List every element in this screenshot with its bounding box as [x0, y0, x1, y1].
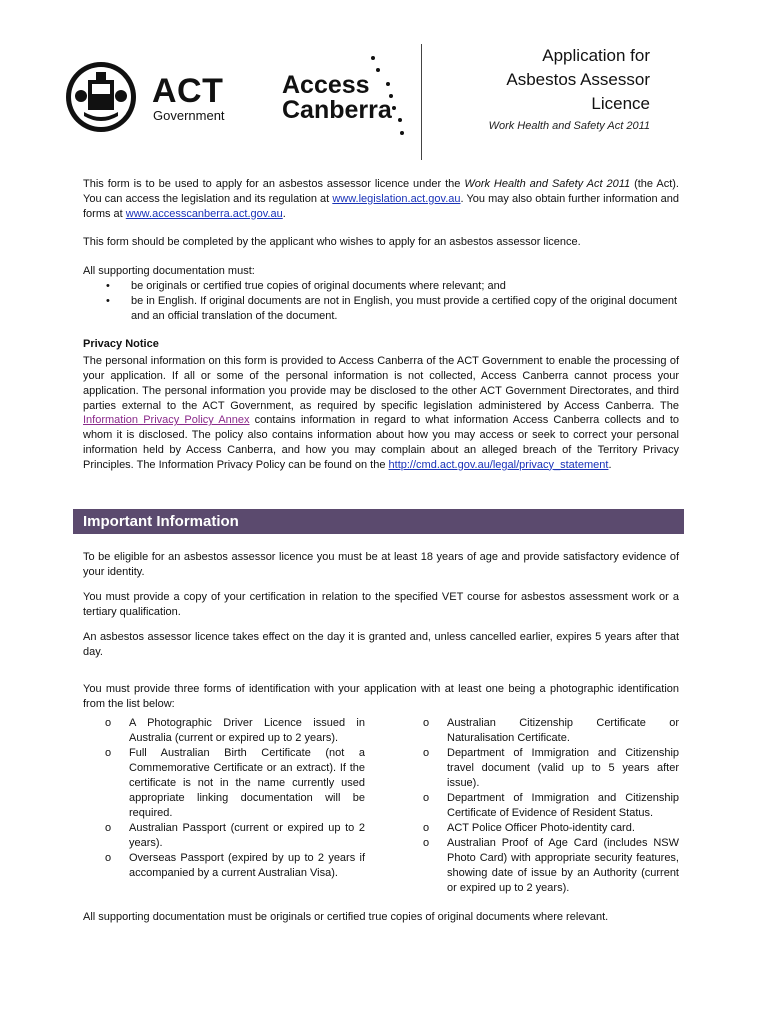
list-item-text: Department of Immigration and Citizenship travel document (valid up to 5 years after issue).: [447, 747, 679, 789]
identification-list-left: [83, 716, 365, 881]
circle-bullet-icon: o: [423, 837, 430, 849]
privacy-heading: Privacy Notice: [83, 338, 159, 351]
circle-bullet-icon: o: [423, 792, 430, 804]
list-item-text: Department of Immigration and Citizenship Certificate of Evidence of Resident Status.: [447, 792, 679, 819]
list-item: [83, 851, 365, 881]
list-item-text: Australian Passport (current or expired up to 2 years).: [129, 822, 365, 849]
intro-paragraph-3: All supporting documentation must:: [83, 265, 255, 278]
intro-text: This form is to be used to apply for an asbestos assessor licence under the: [83, 178, 465, 190]
circle-bullet-icon: o: [423, 747, 430, 759]
circle-bullet-icon: o: [105, 717, 112, 729]
list-item: [401, 716, 679, 746]
list-item-text: Australian Citizenship Certificate or Naturalisation Certificate.: [447, 717, 679, 744]
list-item-text: Full Australian Birth Certificate (not a Commemorative Certificate or an extract). If the certificate is not in the name currently used appropriate linking documentation will be required.: [129, 747, 365, 819]
privacy-annex-link[interactable]: Information Privacy Policy Annex: [83, 414, 250, 427]
list-item: [83, 279, 679, 294]
list-item: [83, 716, 365, 746]
access-canberra-link[interactable]: www.accesscanberra.act.gov.au: [125, 207, 283, 220]
intro-text: .: [282, 207, 286, 220]
act-logo-text: ACT: [152, 72, 224, 110]
circle-bullet-icon: o: [105, 852, 112, 864]
final-note: All supporting documentation must be originals or certified true copies of original documents where relevant.: [83, 911, 609, 923]
act-logo-subtext: Government: [153, 108, 225, 123]
header-divider: [421, 44, 422, 160]
list-item-text: A Photographic Driver Licence issued in Australia (current or expired up to 2 years).: [129, 717, 365, 744]
important-paragraph-2: You must provide a copy of your certification in relation to the specified VET course for asbestos assessment work or a tertiary qualification.: [83, 591, 679, 618]
page-subtitle: Work Health and Safety Act 2011: [488, 120, 650, 132]
intro-text: . You may also obtain further information and forms at: [83, 192, 679, 220]
privacy-text: contains information in regard to what information Access Canberra collects and to whom it is disclosed. The policy also contains information about how you may access or seek to correct your personal information held by Access Canberra, and how you may complain about an alleged breach of the Territory Privacy Principles. The Information Privacy Policy can be found on the: [83, 414, 679, 471]
important-paragraph-3: An asbestos assessor licence takes effect on the day it is granted and, unless cancelled earlier, expires 5 years after that day.: [83, 631, 679, 658]
act-crest-icon: [64, 60, 138, 134]
list-item-text: be originals or certified true copies of original documents where relevant; and: [131, 279, 506, 292]
page-title-line1: Application for: [542, 46, 650, 65]
intro-paragraph-1: [83, 177, 679, 221]
access-logo-line1: Access: [282, 71, 370, 99]
privacy-statement-link[interactable]: http://cmd.act.gov.au/legal/privacy_statement: [388, 458, 609, 471]
list-item-text: Australian Proof of Age Card (includes NSW Photo Card) with appropriate security features, showing date of issue by an Authority (current or expired up to 2 years).: [447, 837, 679, 894]
circle-bullet-icon: o: [423, 822, 430, 834]
list-item: [401, 746, 679, 791]
access-canberra-logo: [278, 50, 428, 160]
legislation-link[interactable]: www.legislation.act.gov.au: [332, 192, 461, 205]
important-information-heading: Important Information: [73, 509, 684, 534]
important-paragraph-4: You must provide three forms of identification with your application with at least one being a photographic identification from the list below:: [83, 683, 679, 710]
page-title-line3: Licence: [591, 94, 650, 113]
list-item-text: Overseas Passport (expired by up to 2 years if accompanied by a current Australian Visa).: [129, 852, 365, 879]
act-government-logo: [64, 60, 234, 138]
list-item: [83, 294, 679, 324]
identification-list-right: [401, 716, 679, 896]
privacy-paragraph: [83, 354, 679, 472]
privacy-text: The personal information on this form is provided to Access Canberra of the ACT Government to enable the processing of your application. If all or some of the personal information is not collected, Access Canberra cannot process your application. The personal information you provide may be disclosed to the other ACT Government Directorates, and third parties external to the ACT Government, as required by specific legislation administered by Access Canberra. The: [83, 355, 679, 412]
privacy-text: .: [608, 458, 612, 471]
list-item: [401, 836, 679, 896]
intro-paragraph-2: This form should be completed by the applicant who wishes to apply for an asbestos assessor licence.: [83, 236, 581, 249]
list-item: [401, 821, 679, 836]
access-logo-line2: Canberra: [282, 96, 392, 124]
supporting-docs-list: [83, 279, 679, 323]
circle-bullet-icon: o: [105, 822, 112, 834]
list-item-text: ACT Police Officer Photo-identity card.: [447, 822, 635, 834]
page-title-line2: Asbestos Assessor: [506, 70, 650, 89]
bullet-icon: •: [106, 279, 110, 292]
list-item: [401, 791, 679, 821]
circle-bullet-icon: o: [105, 747, 112, 759]
important-section: [83, 550, 679, 722]
bullet-icon: •: [106, 294, 110, 307]
important-paragraph-1: To be eligible for an asbestos assessor licence you must be at least 18 years of age and provide satisfactory evidence of your identity.: [83, 551, 679, 578]
intro-section: [83, 177, 679, 487]
act-name-italic: Work Health and Safety Act 2011: [464, 178, 631, 190]
list-item: [83, 746, 365, 821]
title-block: [440, 44, 650, 132]
circle-bullet-icon: o: [423, 717, 430, 729]
intro-text: (the Act). You can access the legislation and its regulation at: [83, 178, 679, 205]
list-item: [83, 821, 365, 851]
list-item-text: be in English. If original documents are not in English, you must provide a certified copy of the original document and an official translation of the document.: [131, 294, 678, 322]
